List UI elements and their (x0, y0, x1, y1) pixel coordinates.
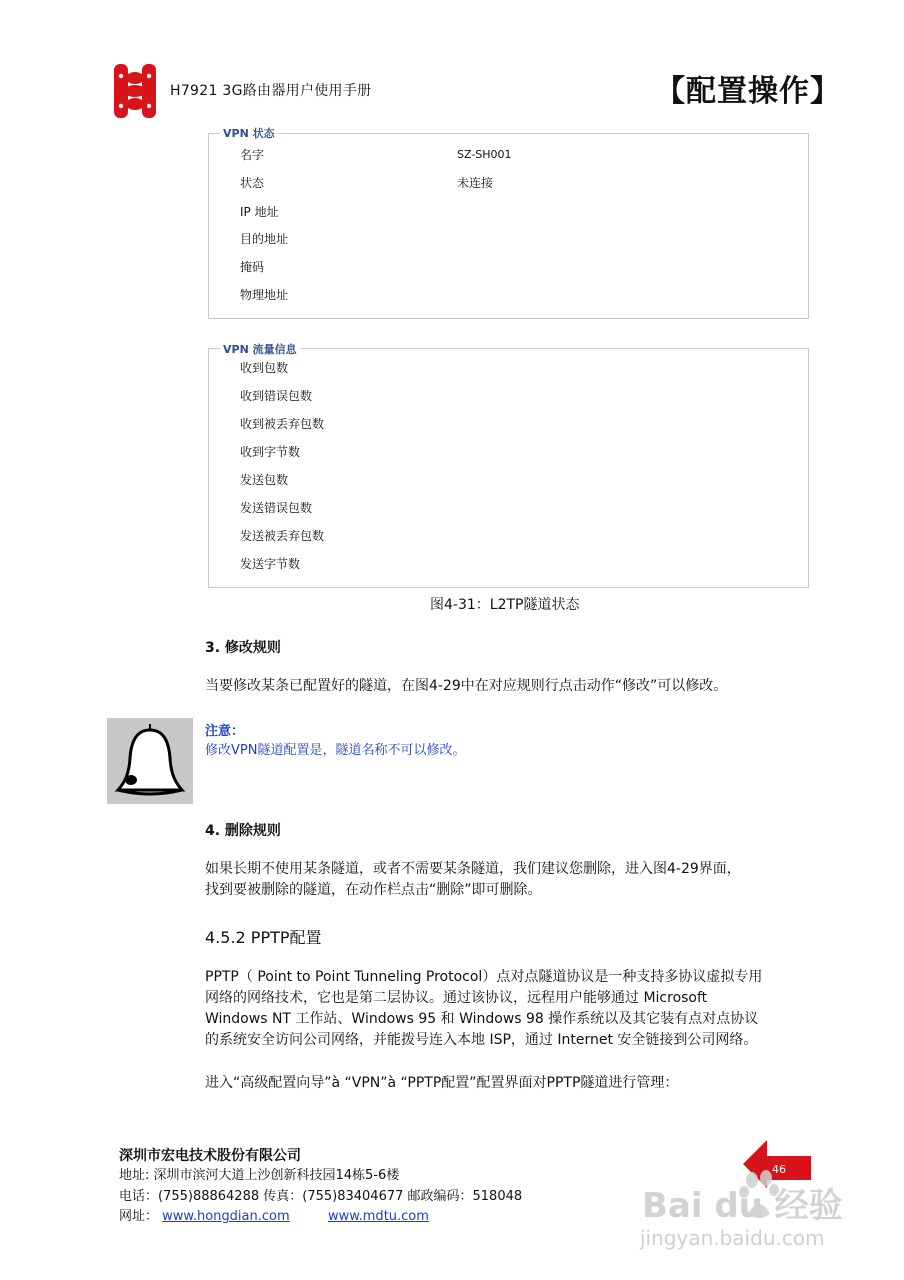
document-title: H7921 3G路由器用户使用手册 (170, 83, 372, 99)
vpn-status-legend: VPN 状态 (220, 125, 278, 141)
step4-heading: 4. 删除规则 (205, 823, 281, 839)
footer-address: 地址: 深圳市滨河大道上沙创新科技园14栋5-6楼 (119, 1168, 400, 1183)
footer-link-mdtu[interactable]: www.mdtu.com (327, 1209, 429, 1224)
pptp-enter-text: 进入“高级配置向导”à “VPN”à “PPTP配置”配置界面对PPTP隧道进行管理： (205, 1075, 679, 1091)
baidu-watermark (640, 1168, 860, 1268)
traffic-row-tx-packets: 发送包数 (240, 473, 289, 487)
status-label-name: 名字 (240, 148, 265, 162)
step3-heading: 3. 修改规则 (205, 640, 281, 656)
footer-link-hongdian[interactable]: www.hongdian.com (162, 1209, 290, 1224)
status-label-mac: 物理地址 (240, 288, 289, 302)
watermark-url: jingyan.baidu.com (640, 1226, 825, 1250)
note-text: 修改VPN隧道配置是，隧道名称不可以修改。 (205, 743, 466, 758)
pptp-line-2: 网络的网络技术，它也是第二层协议。通过该协议，远程用户能够通过 Microsoft (205, 990, 708, 1006)
step4-line2: 找到要被删除的隧道，在动作栏点击“删除”即可删除。 (205, 882, 542, 898)
vpn-traffic-legend: VPN 流量信息 (220, 341, 300, 357)
status-value-name: SZ-SH001 (457, 148, 512, 161)
pptp-line-1: PPTP（ Point to Point Tunneling Protocol）点对点隧道协议是一种支持多协议虚拟专用 (205, 969, 763, 985)
status-value-state: 未连接 (457, 176, 494, 190)
section-title: 【配置操作】 (655, 74, 841, 109)
note-title: 注意： (205, 724, 245, 739)
pptp-line-4: 的系统安全访问公司网络，并能拨号连入本地 ISP，通过 Internet 安全链接到公司网络。 (205, 1032, 758, 1048)
traffic-row-rx-errors: 收到错误包数 (240, 389, 313, 403)
footer-phone: 电话：(755)88864288 传真：(755)83404677 邮政编码：518048 (119, 1189, 523, 1204)
step4-line1: 如果长期不使用某条隧道，或者不需要某条隧道，我们建议您删除，进入图4-29界面， (205, 861, 741, 877)
status-label-state: 状态 (240, 176, 265, 190)
status-label-ip: IP 地址 (240, 205, 279, 219)
status-label-destination: 目的地址 (240, 232, 289, 246)
pptp-heading: 4.5.2 PPTP配置 (205, 928, 322, 947)
traffic-row-tx-errors: 发送错误包数 (240, 501, 313, 515)
footer-company: 深圳市宏电技术股份有限公司 (119, 1148, 301, 1164)
page-number: 46 (772, 1163, 786, 1176)
watermark-brand: Bai du 经验 (642, 1186, 843, 1226)
note-bell-icon (107, 718, 193, 804)
footer-web (119, 1205, 429, 1224)
step3-text: 当要修改某条已配置好的隧道，在图4-29中在对应规则行点击动作“修改”可以修改。 (205, 678, 728, 694)
traffic-row-rx-packets: 收到包数 (240, 361, 289, 375)
traffic-row-tx-bytes: 发送字节数 (240, 557, 301, 571)
status-label-mask: 掩码 (240, 260, 265, 274)
traffic-row-tx-dropped: 发送被丢弃包数 (240, 529, 325, 543)
figure-caption: 图4-31：L2TP隧道状态 (430, 597, 580, 613)
hongdian-logo (113, 62, 157, 120)
vpn-traffic-panel (208, 348, 809, 588)
footer-web-label: 网址： (119, 1209, 159, 1224)
pptp-line-3: Windows NT 工作站、Windows 95 和 Windows 98 操作系统以及其它装有点对点协议 (205, 1011, 759, 1027)
traffic-row-rx-bytes: 收到字节数 (240, 445, 301, 459)
traffic-row-rx-dropped: 收到被丢弃包数 (240, 417, 325, 431)
